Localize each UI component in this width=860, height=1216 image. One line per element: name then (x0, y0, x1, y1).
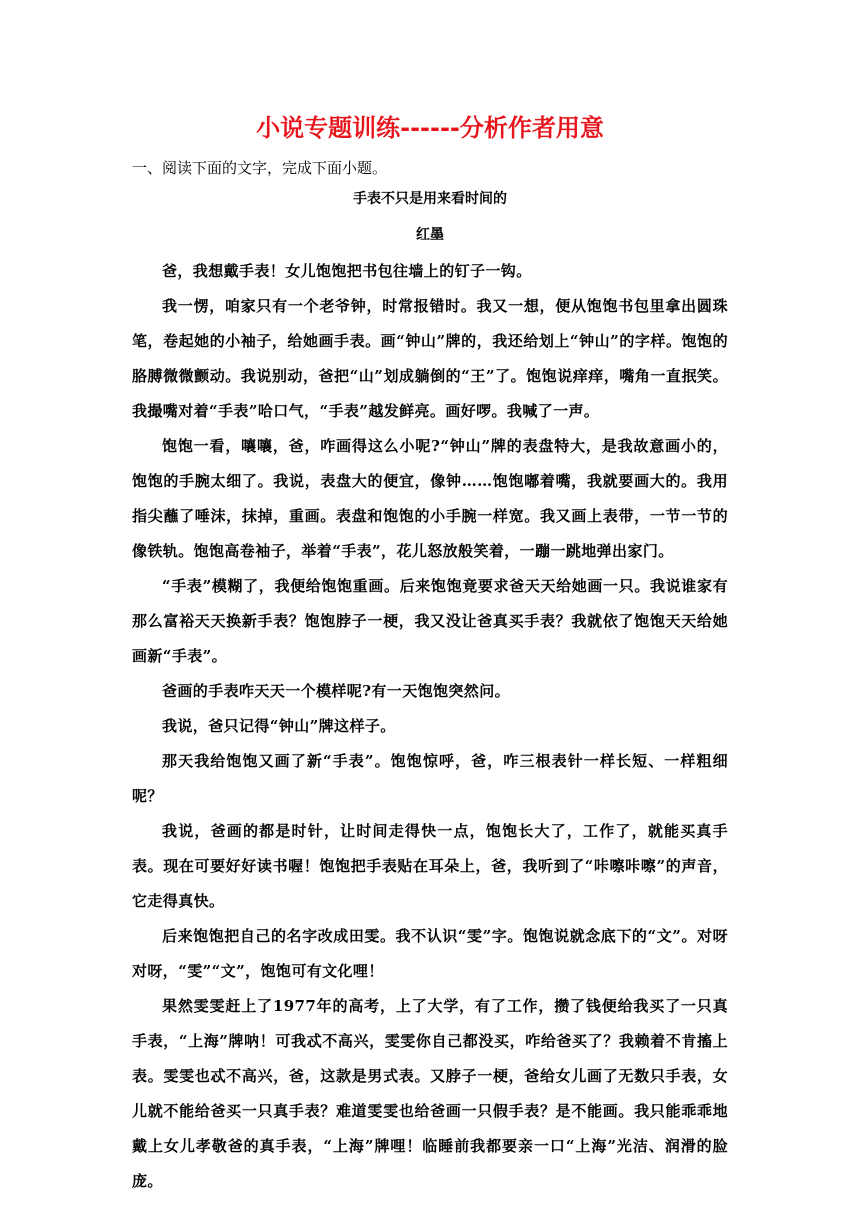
story-author: 红墨 (416, 227, 444, 243)
question-instruction: 一、阅读下面的文字，完成下面小题。 (132, 159, 388, 177)
story-paragraph: “手表”模糊了，我便给饱饱重画。后来饱饱竟要求爸天天给她画一只。我说谁家有那么富裕天天换新手表？饱饱脖子一梗，我又没让爸真买手表？我就依了饱饱天天给她画新“手表”。 (132, 577, 728, 665)
document-title: 小说专题训练------分析作者用意 (256, 114, 604, 142)
story-paragraph: 爸，我想戴手表！女儿饱饱把书包往墙上的钉子一钩。 (162, 262, 532, 280)
story-paragraph: 我说，爸只记得“钟山”牌这样子。 (162, 717, 396, 735)
story-paragraph: 饱饱一看，嚷嚷，爸，咋画得这么小呢?“钟山”牌的表盘特大，是我故意画小的，饱饱的手腕太细了。我说，表盘大的便宜，像钟……饱饱嘟着嘴，我就要画大的。我用指尖蘸了唾沫，抹掉，重画。表盘和饱饱的小手腕一样宽。我又画上表带，一节一节的像铁轨。饱饱高卷袖子，举着“手表”，花儿怒放般笑着，一蹦一跳地弹出家门。 (132, 437, 728, 560)
story-paragraph: 我一愣，咱家只有一个老爷钟，时常报错时。我又一想，便从饱饱书包里拿出圆珠笔，卷起她的小袖子，给她画手表。画“钟山”牌的，我还给划上“钟山”的字样。饱饱的胳膊微微颤动。我说别动，爸把“山”划成躺倒的“王”了。饱饱说痒痒，嘴角一直抿笑。我撮嘴对着“手表”哈口气，“手表”越发鲜亮。画好啰。我喊了一声。 (132, 297, 728, 420)
story-paragraph: 后来饱饱把自己的名字改成田雯。我不认识“雯”字。饱饱说就念底下的“文”。对呀对呀，“雯”“文”，饱饱可有文化哩！ (132, 927, 728, 980)
story-body (132, 254, 728, 1199)
story-title: 手表不只是用来看时间的 (353, 191, 507, 207)
story-paragraph: 我说，爸画的都是时针，让时间走得快一点，饱饱长大了，工作了，就能买真手表。现在可要好好读书喔！饱饱把手表贴在耳朵上，爸，我听到了“咔嚓咔嚓”的声音，它走得真快。 (132, 822, 728, 910)
story-paragraph: 爸画的手表咋天天一个模样呢?有一天饱饱突然问。 (162, 682, 510, 700)
story-paragraph: 那天我给饱饱又画了新“手表”。饱饱惊呼，爸，咋三根表针一样长短、一样粗细呢？ (132, 752, 728, 805)
story-paragraph: 果然雯雯赶上了1977年的高考，上了大学，有了工作，攒了钱便给我买了一只真手表，“上海”牌呐！可我忒不高兴，雯雯你自己都没买，咋给爸买了？我赖着不肯搐上表。雯雯也忒不高兴，爸，这款是男式表。又脖子一梗，爸给女儿画了无数只手表，女儿就不能给爸买一只真手表？难道雯雯也给爸画一只假手表？是不能画。我只能乖乖地戴上女儿孝敬爸的真手表，“上海”牌哩！临睡前我都要亲一口“上海”光洁、润滑的脸庞。 (132, 997, 728, 1190)
